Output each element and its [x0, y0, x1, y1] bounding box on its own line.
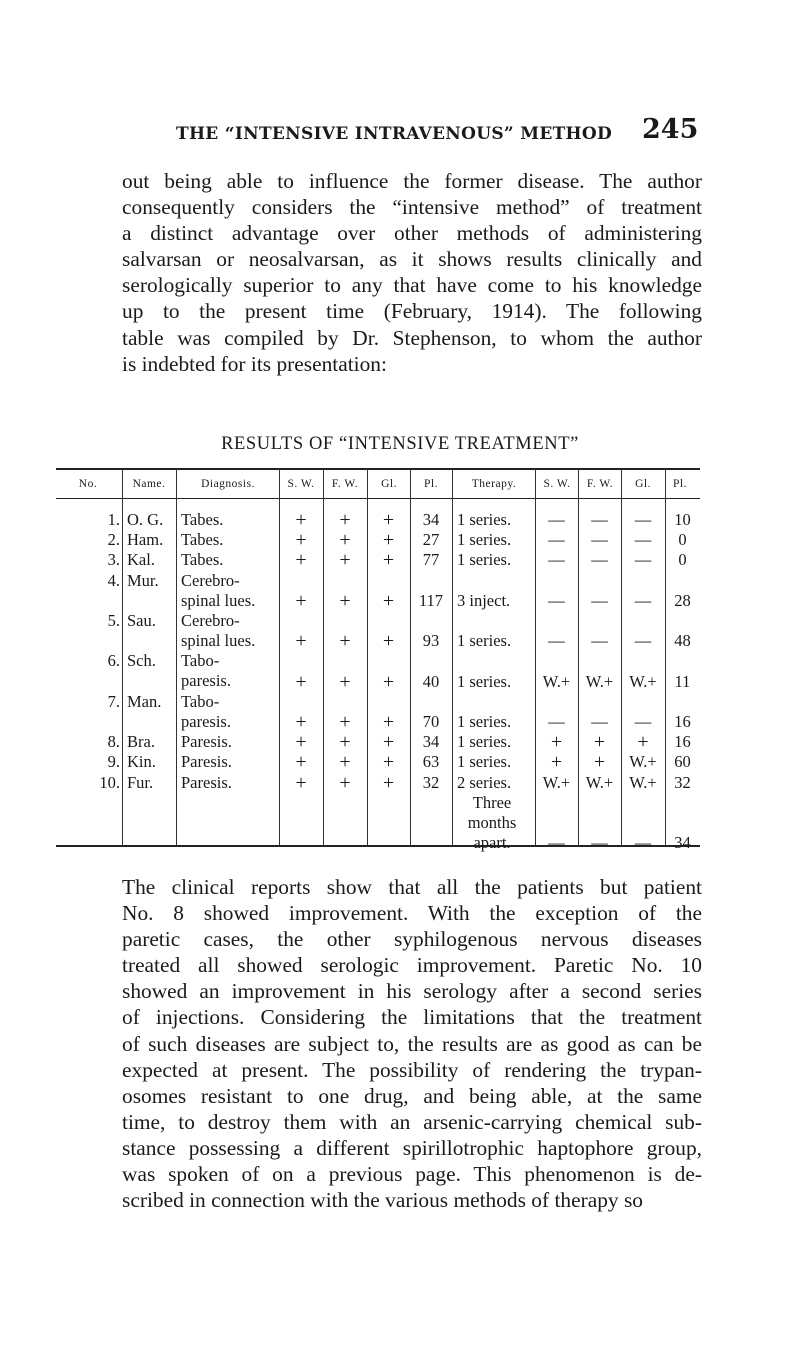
cell-fw: +: [339, 630, 351, 653]
cell-line: 1 series.: [457, 712, 512, 731]
cell-name: O. G.: [127, 510, 164, 529]
cell-name: Kin.: [127, 752, 156, 772]
cell-sw: +: [295, 751, 307, 774]
cell-pl: 117: [418, 590, 444, 610]
cell-name: Fur.: [127, 772, 154, 792]
cell-therapy: [457, 672, 527, 692]
paragraph-discussion: [122, 874, 702, 1213]
cell-gl: +: [382, 630, 395, 653]
cell-sw: +: [295, 549, 307, 572]
cell-no: 8.: [107, 732, 120, 752]
cell-diagnosis: [181, 510, 279, 530]
cell-gl: +: [382, 670, 395, 693]
cell-no: 7.: [107, 691, 120, 711]
cell-sw2: +: [550, 731, 563, 754]
cell-gl2: —: [634, 712, 652, 731]
cell-pl: 40: [422, 671, 440, 691]
cell-name: Ham.: [127, 530, 164, 550]
cell-gl2: +: [637, 731, 649, 754]
running-title: THE “INTENSIVE INTRAVENOUS” METHOD: [176, 124, 613, 144]
cell-line: Paresis.: [181, 752, 232, 772]
cell-fw2: —: [591, 550, 608, 570]
text-line: table was compiled by Dr. Stephenson, to whom the author: [122, 325, 702, 350]
cell-line: 1 series.: [457, 631, 512, 651]
cell-pl2: 16: [674, 732, 691, 752]
cell-sw2: +: [550, 751, 563, 774]
cell-pl: 32: [422, 772, 440, 792]
cell-pl: 27: [422, 530, 440, 550]
text-line: of such diseases are subject to, the results are as good as can be: [122, 1031, 702, 1056]
cell-sw: +: [295, 589, 307, 612]
cell-line: Tabes.: [181, 530, 224, 550]
cell-diagnosis: [181, 651, 279, 691]
column-header: Pl.: [673, 478, 687, 490]
table-top-rule: [56, 468, 700, 470]
cell-name: Sau.: [127, 611, 156, 630]
column-header: F. W.: [586, 478, 614, 490]
column-divider: [452, 469, 453, 845]
cell-diagnosis: [181, 550, 279, 570]
cell-line: paresis.: [181, 711, 231, 731]
cell-no: 5.: [107, 611, 120, 630]
cell-fw: +: [339, 549, 351, 572]
text-line: salvarsan or neosalvarsan, as it shows results clinically and: [122, 247, 702, 272]
text-line: is indebted for its presentation:: [122, 351, 387, 376]
cell-fw2: +: [593, 731, 606, 754]
cell-diagnosis: [181, 732, 279, 752]
text-line: out being able to influence the former disease. The author: [122, 169, 702, 193]
cell-sw: +: [295, 771, 307, 794]
text-line: stance possessing a different spirillotrophic haptophore group,: [122, 1135, 702, 1160]
cell-no: 3.: [107, 550, 120, 570]
cell-sw2: W.+: [542, 671, 571, 691]
text-line: paretic cases, the other syphilogenous nervous diseases: [122, 927, 702, 952]
cell-sw2: —: [548, 530, 565, 550]
cell-fw2: —: [591, 712, 608, 731]
cell-diagnosis: [181, 752, 279, 772]
cell-pl: 34: [422, 510, 440, 529]
cell-pl2: 28: [674, 590, 691, 610]
cell-diagnosis: [181, 773, 279, 793]
paragraph-intro: [122, 168, 702, 377]
cell-line: 1 series.: [457, 530, 512, 550]
cell-fw2: W.+: [585, 772, 614, 792]
text-line: The clinical reports show that all the patients but patient: [122, 875, 702, 899]
column-header: Diagnosis.: [201, 478, 255, 490]
cell-fw2: W.+: [585, 671, 614, 691]
cell-therapy: [457, 510, 527, 530]
cell-pl: 93: [422, 631, 440, 651]
cell-line: 3 inject.: [457, 590, 511, 610]
cell-no: 2.: [107, 530, 120, 550]
cell-fw2: +: [593, 751, 606, 774]
cell-gl2: W.+: [629, 671, 657, 691]
cell-line: 2 series.: [457, 772, 512, 792]
cell-line: Tabo-: [181, 651, 220, 671]
cell-extra_fw2: —: [591, 833, 608, 853]
cell-therapy: [457, 712, 527, 732]
cell-name: Bra.: [127, 732, 155, 752]
cell-line: Paresis.: [181, 772, 232, 792]
text-line: treated all showed serologic improvement. Paretic No. 10: [122, 953, 702, 978]
column-header: S. W.: [543, 478, 571, 490]
cell-gl: +: [382, 731, 395, 754]
cell-line: spinal lues.: [181, 631, 256, 650]
cell-pl2: 32: [674, 772, 691, 792]
cell-therapy: [457, 550, 527, 570]
table-title: RESULTS OF “INTENSIVE TREATMENT”: [221, 434, 579, 454]
cell-fw: +: [339, 509, 351, 531]
cell-pl2: 0: [678, 550, 687, 570]
cell-name: Mur.: [127, 570, 159, 590]
cell-line: 1 series.: [457, 671, 512, 691]
cell-fw: +: [339, 670, 351, 693]
cell-no: 6.: [107, 651, 120, 671]
cell-pl2: 48: [674, 631, 691, 651]
cell-fw: +: [339, 529, 351, 552]
cell-pl2: 60: [674, 752, 691, 772]
cell-gl2: —: [634, 590, 652, 610]
cell-pl: 34: [422, 732, 440, 752]
text-line: osomes resistant to one drug, and being able, at the same: [122, 1083, 702, 1108]
cell-sw: +: [295, 711, 307, 733]
cell-gl2: —: [634, 631, 652, 651]
cell-sw: +: [295, 670, 307, 693]
text-line: a distinct advantage over other methods of administering: [122, 221, 702, 246]
cell-gl: +: [382, 509, 395, 531]
cell-fw: +: [339, 711, 351, 733]
cell-gl2: —: [634, 510, 652, 529]
cell-no: 4.: [107, 570, 120, 590]
cell-gl: +: [382, 589, 395, 612]
cell-extra_sw2: —: [548, 833, 565, 853]
cell-name: Man.: [127, 691, 162, 711]
cell-pl: 70: [422, 712, 440, 731]
column-header: Gl.: [381, 478, 397, 490]
text-line: consequently considers the “intensive method” of treatment: [122, 195, 702, 220]
cell-therapy: [457, 732, 527, 752]
cell-line: spinal lues.: [181, 590, 256, 610]
cell-fw: +: [339, 751, 351, 774]
cell-line: Tabes.: [181, 550, 224, 570]
text-line: time, to destroy them with an arsenic-carrying chemical sub-: [122, 1109, 702, 1134]
cell-fw2: —: [591, 510, 608, 529]
cell-sw2: —: [548, 550, 565, 570]
cell-line: Cerebro-: [181, 570, 240, 590]
cell-fw: +: [339, 731, 351, 754]
cell-sw: +: [295, 509, 307, 531]
cell-sw: +: [295, 529, 307, 552]
column-header: Therapy.: [471, 478, 517, 490]
cell-fw2: —: [591, 590, 608, 610]
text-line: up to the present time (February, 1914). The following: [122, 299, 702, 324]
cell-gl2: —: [634, 530, 652, 550]
cell-line: 1 series.: [457, 752, 512, 772]
column-divider: [122, 469, 123, 845]
cell-diagnosis: [181, 530, 279, 550]
cell-line: Tabo-: [181, 691, 220, 711]
cell-extra_gl2: —: [634, 833, 652, 853]
cell-extra_pl2: 34: [674, 833, 691, 853]
column-header: F. W.: [331, 478, 359, 490]
page-number: 245: [642, 114, 699, 145]
cell-line: 1 series.: [457, 510, 512, 529]
cell-line: Tabes.: [181, 510, 224, 529]
cell-sw2: —: [548, 590, 565, 610]
cell-pl2: 10: [674, 510, 691, 529]
cell-line: paresis.: [181, 671, 231, 691]
text-line: of injections. Considering the limitations that the treatment: [122, 1005, 702, 1030]
cell-diagnosis: [181, 611, 279, 651]
cell-gl: +: [382, 771, 395, 794]
cell-pl2: 0: [678, 530, 687, 550]
column-header: Pl.: [424, 478, 438, 490]
cell-pl: 63: [422, 752, 440, 772]
text-line: No. 8 showed improvement. With the exception of the: [122, 901, 702, 926]
cell-pl2: 11: [674, 671, 691, 691]
cell-sw2: —: [548, 712, 565, 731]
cell-sw2: —: [548, 510, 565, 529]
cell-sw: +: [295, 630, 307, 653]
cell-sw2: —: [548, 631, 565, 651]
cell-fw2: —: [591, 631, 608, 651]
text-line: scribed in connection with the various methods of therapy so: [122, 1188, 643, 1213]
cell-gl2: W.+: [629, 772, 657, 792]
table-header-rule: [56, 498, 700, 499]
running-head: [0, 114, 800, 154]
cell-gl2: W.+: [629, 752, 657, 772]
cell-line: apart.: [473, 832, 511, 852]
cell-line: Three: [472, 792, 512, 812]
cell-therapy: [457, 752, 527, 772]
cell-gl: +: [382, 711, 395, 733]
cell-sw2: W.+: [542, 772, 571, 792]
cell-name: Kal.: [127, 550, 155, 570]
cell-line: Cerebro-: [181, 611, 240, 630]
cell-no: 1.: [107, 510, 120, 529]
cell-gl: +: [382, 529, 395, 552]
text-line: expected at present. The possibility of rendering the trypan-: [122, 1057, 702, 1082]
cell-gl2: —: [634, 550, 652, 570]
text-line: showed an improvement in his serology after a second series: [122, 979, 702, 1004]
cell-diagnosis: [181, 692, 279, 732]
cell-no: 9.: [107, 752, 120, 772]
cell-name: Sch.: [127, 651, 156, 671]
cell-gl: +: [382, 751, 395, 774]
cell-no: 10.: [99, 772, 120, 792]
column-header: Name.: [132, 478, 166, 490]
column-header: No.: [78, 478, 98, 490]
cell-line: 1 series.: [457, 550, 512, 570]
cell-line: months: [467, 812, 517, 832]
cell-fw: +: [339, 589, 351, 612]
text-line: was spoken of on a previous page. This phenomenon is de-: [122, 1162, 702, 1187]
cell-diagnosis: [181, 571, 279, 611]
text-line: serologically superior to any that have come to his knowledge: [122, 273, 702, 298]
cell-therapy: [457, 773, 527, 853]
cell-therapy: [457, 631, 527, 651]
cell-therapy: [457, 591, 527, 611]
column-header: Gl.: [635, 478, 651, 490]
column-header: S. W.: [287, 478, 315, 490]
cell-sw: +: [295, 731, 307, 754]
cell-line: Paresis.: [181, 732, 232, 752]
cell-pl2: 16: [674, 712, 691, 731]
cell-gl: +: [382, 549, 395, 572]
cell-pl: 77: [422, 550, 440, 570]
cell-therapy: [457, 530, 527, 550]
cell-fw2: —: [591, 530, 608, 550]
cell-line: 1 series.: [457, 732, 512, 752]
cell-fw: +: [339, 771, 351, 794]
